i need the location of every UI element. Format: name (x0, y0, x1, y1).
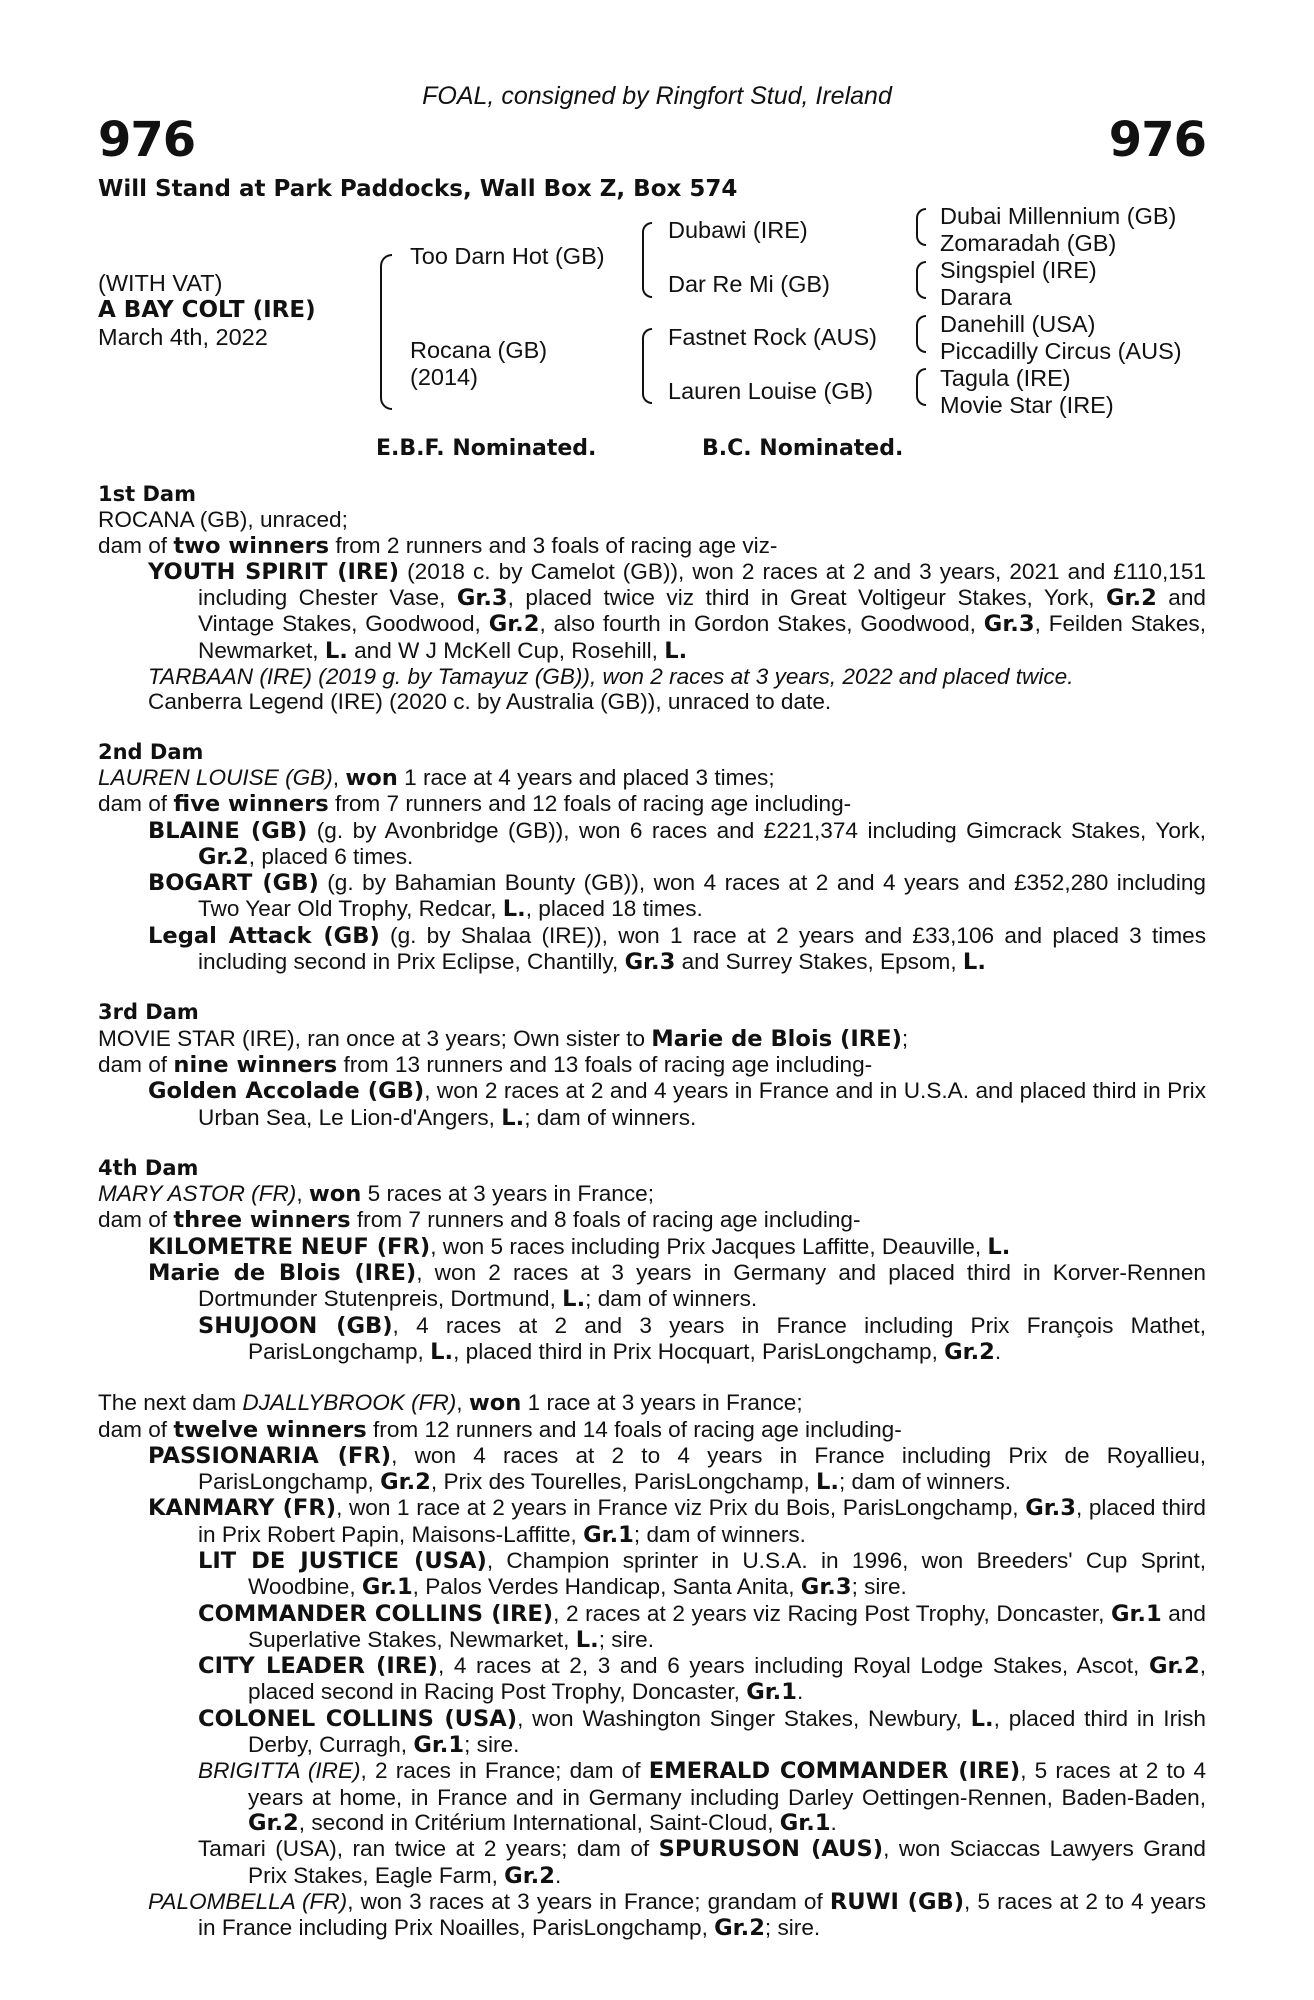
catalogue-body (98, 482, 1206, 1941)
brace-dam (642, 328, 652, 404)
first-dam-heading: 1st Dam (98, 482, 196, 506)
subject-name: A BAY COLT (IRE) (98, 297, 316, 323)
fourth-dam-produce-line: dam of three winners from 7 runners and 8 foals of racing age including- (98, 1207, 861, 1234)
third-dam-line: MOVIE STAR (IRE), ran once at 3 years; Own sister to Marie de Blois (IRE); (98, 1025, 909, 1052)
produce-palombella: PALOMBELLA (FR), won 3 races at 3 years in France; grandam of RUWI (GB), 5 races at 2 to 4 years in France including Prix Noailles, ParisLongchamp, Gr.2; sire. (148, 1888, 1206, 1942)
ggp-tagula: Tagula (IRE) (940, 365, 1071, 391)
brace-parents (380, 254, 392, 410)
ggp-piccadilly-circus: Piccadilly Circus (AUS) (940, 338, 1182, 364)
dam-dam: Lauren Louise (GB) (668, 378, 874, 404)
vat-label: (WITH VAT) (98, 270, 223, 296)
produce-shujoon: SHUJOON (GB), 4 races at 2 and 3 years in France including Prix François Mathet, ParisLongchamp, L., placed third in Prix Hocquart, ParisLongchamp, Gr.2. (198, 1312, 1206, 1365)
produce-city-leader: CITY LEADER (IRE), 4 races at 2, 3 and 6 years including Royal Lodge Stakes, Ascot, Gr.2, placed second in Racing Post Trophy, Doncaster, Gr.1. (198, 1653, 1206, 1706)
second-dam-produce-line: dam of five winners from 7 runners and 12 foals of racing age including- (98, 791, 852, 818)
ggp-darara: Darara (940, 284, 1012, 310)
brace-ggp-2 (916, 261, 926, 299)
produce-youth-spirit: YOUTH SPIRIT (IRE) (2018 c. by Camelot (GB)), won 2 races at 2 and 3 years, 2021 and £110,151 including Chester Vase, Gr.3, placed twice viz third in Great Voltigeur Stakes, York, Gr.2 and Vintage Stakes, Goodwood, Gr.2, also fourth in Gordon Stakes, Goodwood, Gr.3, Feilden Stakes, Newmarket, L. and W J McKell Cup, Rosehill, L. (148, 558, 1206, 664)
second-dam-heading: 2nd Dam (98, 739, 204, 764)
stand-location: Will Stand at Park Paddocks, Wall Box Z, Box 574 (98, 176, 738, 202)
brace-ggp-4 (916, 368, 926, 406)
third-dam-heading: 3rd Dam (98, 1000, 199, 1025)
second-dam-line: LAUREN LOUISE (GB), won 1 race at 4 years and placed 3 times; (98, 764, 775, 791)
produce-bogart: BOGART (GB) (g. by Bahamian Bounty (GB)), won 4 races at 2 and 4 years and £352,280 including Two Year Old Trophy, Redcar, L., placed 18 times. (148, 870, 1206, 923)
produce-blaine: BLAINE (GB) (g. by Avonbridge (GB)), won 6 races and £221,374 including Gimcrack Stakes, York, Gr.2, placed 6 times. (148, 817, 1206, 870)
subject-dob: March 4th, 2022 (98, 324, 268, 350)
dam: Rocana (GB) (410, 337, 548, 363)
third-dam-produce-line: dam of nine winners from 13 runners and 13 foals of racing age including- (98, 1051, 873, 1078)
first-dam-line: ROCANA (GB), unraced; (98, 507, 348, 533)
produce-tarbaan: TARBAAN (IRE) (2019 g. by Tamayuz (GB)), won 2 races at 3 years, 2022 and placed twice. (148, 664, 1074, 690)
brace-sire (642, 222, 652, 298)
dam-year: (2014) (410, 364, 478, 390)
ggp-zomaradah: Zomaradah (GB) (940, 230, 1117, 256)
next-dam-line: The next dam DJALLYBROOK (FR), won 1 race at 3 years in France; (98, 1390, 803, 1417)
sire: Too Darn Hot (GB) (410, 243, 605, 269)
produce-tamari: Tamari (USA), ran twice at 2 years; dam of SPURUSON (AUS), won Sciaccas Lawyers Grand Prix Stakes, Eagle Farm, Gr.2. (198, 1836, 1207, 1889)
ggp-singspiel: Singspiel (IRE) (940, 257, 1097, 283)
sire-dam: Dar Re Mi (GB) (668, 271, 830, 297)
produce-kanmary: KANMARY (FR), won 1 race at 2 years in France viz Prix du Bois, ParisLongchamp, Gr.3, placed third in Prix Robert Papin, Maisons-Laffitte, Gr.1; dam of winners. (148, 1495, 1207, 1548)
first-dam-produce-line: dam of two winners from 2 runners and 3 foals of racing age viz- (98, 532, 778, 559)
ggp-dubai-millennium: Dubai Millennium (GB) (940, 203, 1177, 229)
produce-kilometre-neuf: KILOMETRE NEUF (FR), won 5 races including Prix Jacques Laffitte, Deauville, L. (148, 1233, 1011, 1260)
ggp-danehill: Danehill (USA) (940, 311, 1096, 337)
produce-colonel-collins: COLONEL COLLINS (USA), won Washington Singer Stakes, Newbury, L., placed third in Irish Derby, Curragh, Gr.1; sire. (198, 1705, 1206, 1759)
ebf-nominated: E.B.F. Nominated. (376, 436, 597, 461)
dam-sire: Fastnet Rock (AUS) (668, 324, 877, 350)
brace-ggp-1 (916, 208, 926, 246)
produce-canberra-legend: Canberra Legend (IRE) (2020 c. by Australia (GB)), unraced to date. (148, 689, 832, 715)
fourth-dam-line: MARY ASTOR (FR), won 5 races at 3 years in France; (98, 1181, 654, 1208)
fourth-dam-heading: 4th Dam (98, 1155, 199, 1180)
produce-brigitta: BRIGITTA (IRE), 2 races in France; dam of EMERALD COMMANDER (IRE), 5 races at 2 to 4 years at home, in France and in Germany including Darley Oettingen-Rennen, Baden-Baden, Gr.2, second in Critérium International, Saint-Cloud, Gr.1. (198, 1758, 1207, 1836)
produce-legal-attack: Legal Attack (GB) (g. by Shalaa (IRE)), won 1 race at 2 years and £33,106 and placed 3 times including second in Prix Eclipse, Chantilly, Gr.3 and Surrey Stakes, Epsom, L. (148, 922, 1206, 976)
produce-marie-de-blois: Marie de Blois (IRE), won 2 races at 3 years in Germany and placed third in Korver-Rennen Dortmunder Stutenpreis, Dortmund, L.; dam of winners. (148, 1260, 1207, 1313)
produce-golden-accolade: Golden Accolade (GB), won 2 races at 2 and 4 years in France and in U.S.A. and placed third in Prix Urban Sea, Le Lion-d'Angers, L.; dam of winners. (148, 1078, 1206, 1131)
sire-sire: Dubawi (IRE) (668, 217, 808, 243)
produce-passionaria: PASSIONARIA (FR), won 4 races at 2 to 4 years in France including Prix de Royallieu, ParisLongchamp, Gr.2, Prix des Tourelles, ParisLongchamp, L.; dam of winners. (148, 1442, 1207, 1496)
ggp-movie-star: Movie Star (IRE) (940, 392, 1114, 418)
consignor-line: FOAL, consigned by Ringfort Stud, Ireland (422, 82, 892, 110)
produce-commander-collins: COMMANDER COLLINS (IRE), 2 races at 2 years viz Racing Post Trophy, Doncaster, Gr.1 and Superlative Stakes, Newmarket, L.; sire. (198, 1600, 1206, 1653)
bc-nominated: B.C. Nominated. (702, 436, 904, 461)
lot-number-right: 976 (1108, 112, 1206, 168)
brace-ggp-3 (916, 315, 926, 353)
produce-lit-de-justice: LIT DE JUSTICE (USA), Champion sprinter in U.S.A. in 1996, won Breeders' Cup Sprint, Woodbine, Gr.1, Palos Verdes Handicap, Santa Anita, Gr.3; sire. (198, 1547, 1206, 1601)
lot-number-left: 976 (98, 112, 196, 168)
next-dam-produce-line: dam of twelve winners from 12 runners and 14 foals of racing age including- (98, 1416, 902, 1443)
